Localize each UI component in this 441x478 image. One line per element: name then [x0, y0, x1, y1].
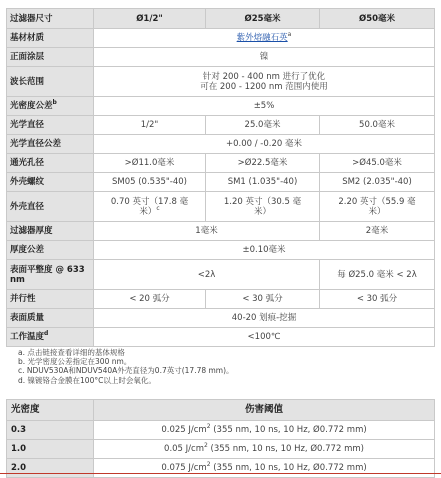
label-flatness: 表面平整度 @ 633 nm [7, 260, 94, 290]
damage-row [7, 421, 435, 440]
value-thickness-tolerance: ±0.10毫米 [94, 241, 435, 260]
substrate-link[interactable]: 紫外熔融石英 [236, 33, 288, 43]
value-clear-aperture-half: >Ø11.0毫米 [94, 154, 206, 173]
damage-value-pre: 0.05 J/cm [164, 444, 204, 454]
damage-value [94, 421, 435, 440]
damage-value [94, 440, 435, 459]
damage-unit-exp: 2 [206, 423, 211, 431]
value-substrate [94, 29, 435, 48]
damage-unit-exp: 2 [203, 442, 208, 450]
spec-header-row [7, 9, 435, 29]
label-diameter-tolerance: 光学直径公差 [7, 135, 94, 154]
row-parallelism [7, 290, 435, 309]
header-damage-threshold: 伤害阈值 [94, 400, 435, 421]
value-flatness-small: <2λ [94, 260, 320, 290]
value-od-tolerance: ±5% [94, 97, 435, 116]
value-clear-aperture-25: >Ø22.5毫米 [206, 154, 320, 173]
label-optical-diameter: 光学直径 [7, 116, 94, 135]
header-optical-density: 光密度 [7, 400, 94, 421]
label-thickness-tolerance: 厚度公差 [7, 241, 94, 260]
row-wavelength [7, 67, 435, 97]
damage-od: 2.0 [7, 459, 94, 478]
value-housing-thread-half: SM05 (0.535"-40) [94, 173, 206, 192]
row-coating [7, 48, 435, 67]
footnote-ref-b: b [52, 99, 57, 107]
header-50mm: Ø50毫米 [320, 9, 435, 29]
value-flatness-large: 每 Ø25.0 毫米 < 2λ [320, 260, 435, 290]
row-diameter-tolerance [7, 135, 435, 154]
row-outer-diameter [7, 192, 435, 222]
label-temperature [7, 328, 94, 347]
outer-diameter-25-line-2: 米） [253, 206, 271, 217]
damage-row [7, 440, 435, 459]
damage-threshold-table [6, 399, 435, 478]
value-coating: 镍 [94, 48, 435, 67]
value-temperature: <100℃ [94, 328, 435, 347]
damage-row [7, 459, 435, 478]
wavelength-line-2: 可在 200 - 1200 nm 范围内使用 [200, 81, 328, 92]
value-housing-thread-25: SM1 (1.035"-40) [206, 173, 320, 192]
row-temperature [7, 328, 435, 347]
label-wavelength: 波长范围 [7, 67, 94, 97]
spec-table [6, 8, 435, 347]
value-housing-thread-50: SM2 (2.035"-40) [320, 173, 435, 192]
row-od-tolerance [7, 97, 435, 116]
label-substrate: 基材材质 [7, 29, 94, 48]
damage-od: 0.3 [7, 421, 94, 440]
damage-value-post: (355 nm, 10 ns, 10 Hz, Ø0.772 mm) [210, 463, 367, 473]
footnote-b: b. 光学密度公差指定在300 nm。 [18, 357, 132, 367]
label-parallelism: 并行性 [7, 290, 94, 309]
row-thickness-tolerance [7, 241, 435, 260]
footnote-ref-c: c [156, 204, 160, 212]
value-outer-diameter-50 [320, 192, 435, 222]
outer-diameter-half-line-1 [97, 197, 202, 207]
label-filter-thickness: 过滤器厚度 [7, 222, 94, 241]
damage-value-pre: 0.075 J/cm [161, 463, 207, 473]
value-filter-thickness-large: 2毫米 [320, 222, 435, 241]
damage-value [94, 459, 435, 478]
footnotes [18, 348, 428, 385]
value-optical-diameter-25: 25.0毫米 [206, 116, 320, 135]
value-wavelength [94, 67, 435, 97]
footnote-ref-a: a [287, 31, 292, 39]
wavelength-line-1: 针对 200 - 400 nm 进行了优化 [202, 71, 326, 82]
value-parallelism-25: < 30 弧分 [206, 290, 320, 309]
header-half-inch: Ø1/2" [94, 9, 206, 29]
value-parallelism-50: < 30 弧分 [320, 290, 435, 309]
header-filter-size: 过滤器尺寸 [7, 9, 94, 29]
damage-value-post: (355 nm, 10 ns, 10 Hz, Ø0.772 mm) [207, 444, 364, 454]
label-od-tolerance [7, 97, 94, 116]
damage-unit-exp: 2 [206, 461, 211, 469]
label-surface-quality: 表面质量 [7, 309, 94, 328]
value-parallelism-half: < 20 弧分 [94, 290, 206, 309]
label-temperature-text: 工作温度 [10, 332, 45, 342]
row-substrate [7, 29, 435, 48]
row-housing-thread [7, 173, 435, 192]
label-od-tolerance-text: 光密度公差 [10, 101, 53, 111]
value-optical-diameter-half: 1/2" [94, 116, 206, 135]
outer-diameter-50-line-1: 2.20 英寸（55.9 毫 [338, 196, 416, 207]
row-filter-thickness [7, 222, 435, 241]
footnote-d: d. 镍镀铬合金膜在100°C以上时会氧化。 [18, 375, 156, 385]
label-clear-aperture: 通光孔径 [7, 154, 94, 173]
label-coating: 正面涂层 [7, 48, 94, 67]
row-clear-aperture [7, 154, 435, 173]
row-flatness [7, 260, 435, 290]
outer-diameter-25-line-1: 1.20 英寸（30.5 毫 [223, 196, 302, 207]
value-outer-diameter-25 [206, 192, 320, 222]
outer-diameter-half-text: 0.70 英寸（17.8 毫 [110, 196, 189, 207]
outer-diameter-half-line-2 [97, 204, 202, 217]
value-diameter-tolerance: +0.00 / -0.20 毫米 [94, 135, 435, 154]
row-optical-diameter [7, 116, 435, 135]
row-surface-quality [7, 309, 435, 328]
value-outer-diameter-half [94, 192, 206, 222]
label-outer-diameter: 外壳直径 [7, 192, 94, 222]
footer-divider [0, 473, 441, 474]
damage-value-post: (355 nm, 10 ns, 10 Hz, Ø0.772 mm) [210, 425, 367, 435]
value-clear-aperture-50: >Ø45.0毫米 [320, 154, 435, 173]
header-25mm: Ø25毫米 [206, 9, 320, 29]
value-surface-quality: 40-20 划痕-挖掘 [94, 309, 435, 328]
outer-diameter-50-line-2: 米） [368, 206, 386, 217]
value-filter-thickness-small: 1毫米 [94, 222, 320, 241]
footnote-a: a. 点击链接查看详细的基体规格 [18, 348, 125, 357]
damage-header-row [7, 400, 435, 421]
footnote-ref-d: d [44, 330, 49, 338]
damage-value-pre: 0.025 J/cm [161, 425, 207, 435]
outer-diameter-half-text-2: 米） [139, 206, 157, 217]
footnote-c: c. NDUV530A和NDUV540A外壳直径为0.7英寸(17.78 mm)。 [18, 366, 234, 376]
damage-od: 1.0 [7, 440, 94, 459]
label-housing-thread: 外壳螺纹 [7, 173, 94, 192]
value-optical-diameter-50: 50.0毫米 [320, 116, 435, 135]
